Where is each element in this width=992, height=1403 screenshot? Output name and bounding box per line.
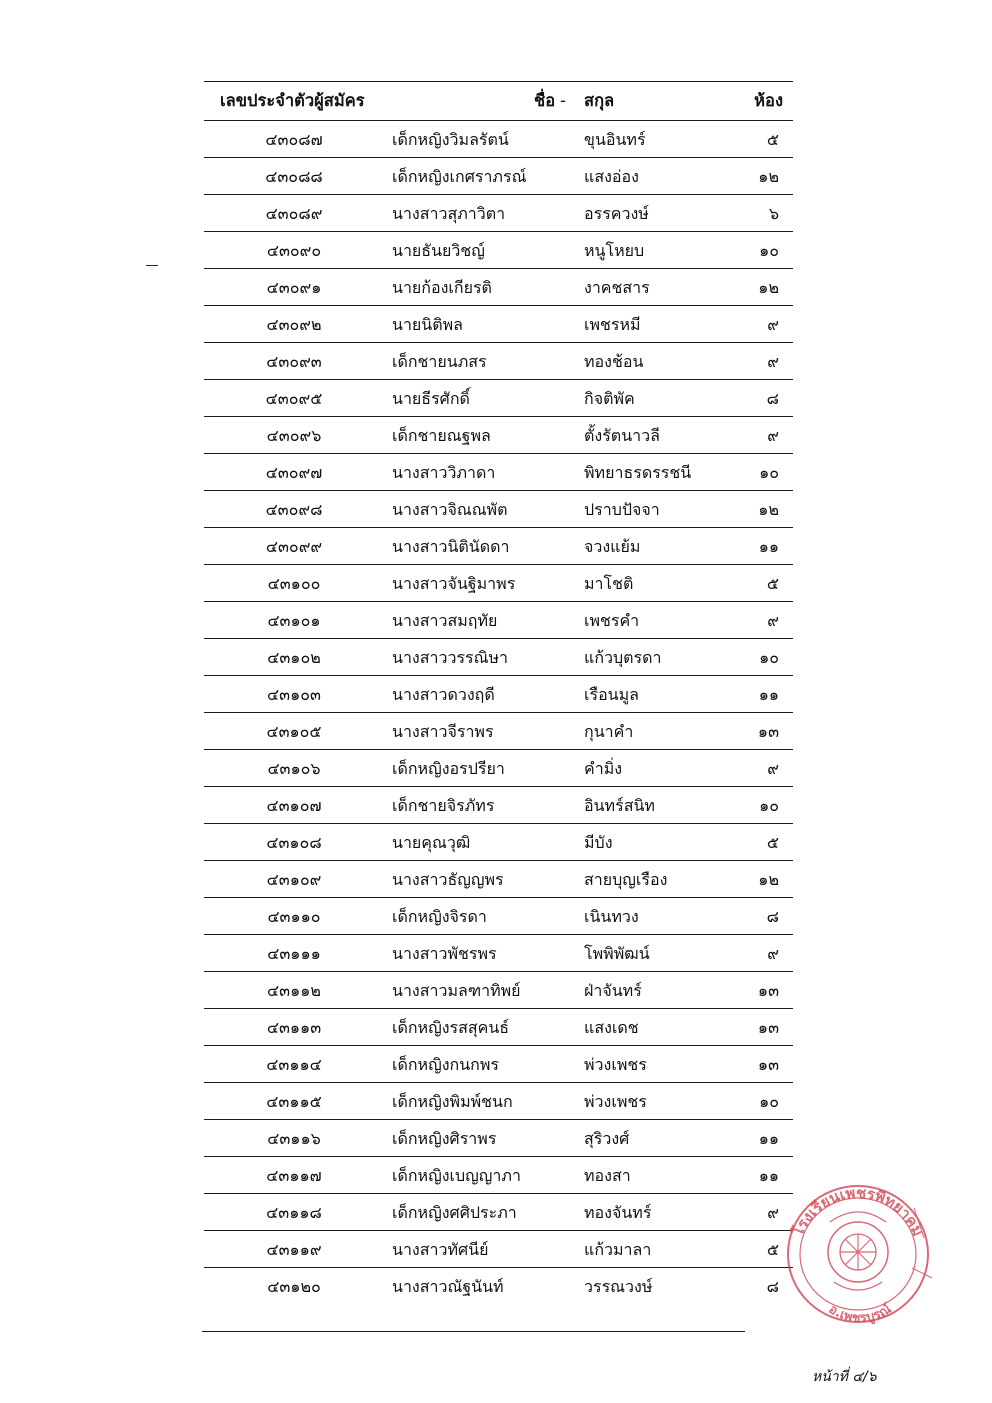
table-end-line [202, 1331, 745, 1332]
last-name: ทองสา [584, 1166, 631, 1185]
applicant-id: ๔๓๐๙๕ [265, 389, 323, 408]
table-row [204, 1193, 793, 1230]
svg-text:อ.เพชรบูรณ์ [826, 1301, 895, 1326]
room-number: ๑๓ [757, 981, 779, 1000]
room-number: ๑๐ [759, 1092, 779, 1111]
last-name: เพชรหมี [584, 315, 641, 334]
table-row [204, 1156, 793, 1193]
header-separator: - [560, 91, 566, 110]
room-number: ๑๒ [758, 167, 779, 186]
room-number: ๕ [766, 833, 779, 852]
header-room: ห้อง [754, 91, 783, 110]
room-number: ๙ [767, 352, 779, 371]
room-number: ๕ [766, 130, 779, 149]
applicant-id: ๔๓๐๘๗ [265, 130, 323, 149]
applicant-id: ๔๓๐๙๐ [266, 241, 322, 260]
applicant-id: ๔๓๑๑๘ [266, 1203, 322, 1222]
room-number: ๙ [767, 944, 779, 963]
applicant-table [204, 81, 793, 1304]
applicant-id: ๔๓๐๙๖ [266, 426, 322, 445]
first-name: นางสาวธัญญพร [392, 870, 504, 889]
applicant-id: ๔๓๑๑๖ [267, 1129, 321, 1148]
last-name: หนูโหยบ [584, 241, 645, 260]
first-name: เด็กหญิงวิมลรัตน์ [392, 130, 509, 149]
table-row [204, 1230, 793, 1267]
last-name: แสงเดช [584, 1018, 639, 1037]
table-row [204, 342, 793, 379]
room-number: ๑๑ [758, 685, 779, 704]
first-name: นางสาวจันฐิมาพร [392, 574, 516, 593]
table-row [204, 120, 793, 157]
applicant-id: ๔๓๑๑๓ [266, 1018, 322, 1037]
table-row [204, 860, 793, 897]
first-name: นางสาวนิตินัดดา [392, 537, 510, 556]
page-number: หน้าที่ ๔/๖ [812, 1369, 877, 1385]
first-name: เด็กชายนภสร [392, 352, 487, 371]
first-name: นางสาวสุภาวิตา [392, 204, 506, 223]
seal-bottom-text: อ.เพชรบูรณ์ [825, 1301, 895, 1326]
table-row [204, 712, 793, 749]
last-name: เพชรคำ [584, 611, 640, 630]
first-name: นางสาวณัฐนันท์ [392, 1277, 504, 1296]
table-row [204, 1082, 793, 1119]
seal-top-text: โรงเรียนเพชรพิทยาคม [788, 1183, 928, 1239]
table-row [204, 749, 793, 786]
table-row [204, 268, 793, 305]
first-name: เด็กหญิงเบญญาภา [392, 1166, 521, 1185]
first-name: เด็กชายณฐพล [392, 426, 491, 445]
table-row [204, 786, 793, 823]
room-number: ๘ [766, 1277, 779, 1296]
applicant-id: ๔๓๐๘๙ [265, 204, 323, 223]
first-name: นางสาววิภาดา [392, 463, 496, 482]
applicant-id: ๔๓๑๑๙ [266, 1240, 322, 1259]
header-last-name: สกุล [584, 91, 615, 110]
room-number: ๑๓ [757, 1018, 779, 1037]
first-name: นางสาวสมฤทัย [392, 611, 498, 630]
table-row [204, 823, 793, 860]
first-name: เด็กชายจิรภัทร [392, 796, 495, 815]
applicant-id: ๔๓๐๘๘ [265, 167, 323, 186]
applicant-id: ๔๓๑๒๐ [267, 1277, 321, 1296]
last-name: โพพิพัฒน์ [584, 944, 650, 963]
first-name: นายคุณวุฒิ [392, 833, 471, 852]
applicant-id: ๔๓๑๐๒ [267, 648, 321, 667]
table-row [204, 1119, 793, 1156]
applicant-id: ๔๓๑๐๐ [267, 574, 321, 593]
applicant-id: ๔๓๑๑๕ [266, 1092, 322, 1111]
first-name: เด็กหญิงศิราพร [392, 1129, 497, 1148]
margin-mark [146, 265, 158, 266]
first-name: นายนิติพล [392, 315, 463, 334]
table-row [204, 934, 793, 971]
last-name: ตั้งรัตนาวลี [584, 426, 660, 445]
table-row [204, 453, 793, 490]
last-name: พ่วงเพชร [584, 1055, 647, 1074]
last-name: แก้วมาลา [584, 1240, 652, 1259]
applicant-id: ๔๓๑๑๑ [267, 944, 321, 963]
room-number: ๑๐ [759, 241, 779, 260]
table-row [204, 194, 793, 231]
first-name: นางสาวพัชรพร [392, 944, 497, 963]
table-row [204, 157, 793, 194]
first-name: เด็กหญิงกนกพร [392, 1055, 499, 1074]
applicant-id: ๔๓๐๙๘ [265, 500, 323, 519]
table-row [204, 675, 793, 712]
first-name: เด็กหญิงศศิประภา [392, 1203, 517, 1222]
first-name: เด็กหญิงจิรดา [392, 907, 487, 926]
header-applicant-id: เลขประจำตัวผู้สมัคร [220, 91, 365, 110]
applicant-id: ๔๓๐๙๓ [266, 352, 322, 371]
room-number: ๕ [766, 574, 779, 593]
first-name: นางสาวจีราพร [392, 722, 494, 741]
last-name: ขุนอินทร์ [584, 130, 646, 149]
first-name: นางสาวจิณณพัต [392, 500, 508, 519]
room-number: ๙ [767, 1203, 779, 1222]
last-name: มาโชติ [584, 574, 634, 593]
table-row [204, 1045, 793, 1082]
applicant-id: ๔๓๑๑๐ [267, 907, 321, 926]
room-number: ๑๐ [759, 796, 779, 815]
first-name: นายธีรศักดิ์ [392, 389, 470, 408]
last-name: อรรควงษ์ [584, 204, 649, 223]
room-number: ๙ [767, 611, 779, 630]
applicant-id: ๔๓๑๐๘ [266, 833, 322, 852]
table-row [204, 638, 793, 675]
room-number: ๑๒ [758, 500, 779, 519]
first-name: เด็กหญิงเกศราภรณ์ [392, 167, 527, 186]
header-first-name: ชื่อ [534, 91, 556, 110]
room-number: ๙ [767, 315, 779, 334]
school-seal-stamp [784, 1178, 940, 1326]
first-name: นางสาววรรณิษา [392, 648, 509, 667]
table-header-row [204, 81, 793, 120]
room-number: ๖ [768, 204, 779, 223]
last-name: ทองจันทร์ [584, 1203, 652, 1222]
room-number: ๑๒ [758, 870, 779, 889]
table-body [204, 120, 793, 1304]
first-name: เด็กหญิงอรปรียา [392, 759, 505, 778]
table-row [204, 1008, 793, 1045]
last-name: อินทร์สนิท [584, 796, 655, 815]
last-name: ปราบปัจจา [584, 500, 660, 519]
first-name: นางสาวมลฑาทิพย์ [392, 981, 521, 1000]
applicant-id: ๔๓๑๐๕ [266, 722, 322, 741]
room-number: ๑๑ [758, 1129, 779, 1148]
applicant-id: ๔๓๑๑๒ [267, 981, 321, 1000]
applicant-id: ๔๓๑๐๖ [267, 759, 321, 778]
room-number: ๑๐ [759, 463, 779, 482]
room-number: ๙ [767, 426, 779, 445]
room-number: ๑๐ [759, 648, 779, 667]
last-name: แสงอ่อง [584, 167, 639, 186]
last-name: พ่วงเพชร [584, 1092, 647, 1111]
room-number: ๑๓ [757, 1055, 779, 1074]
room-number: ๙ [767, 759, 779, 778]
table-row [204, 1267, 793, 1304]
first-name: เด็กหญิงพิมพ์ชนก [392, 1092, 513, 1111]
applicant-id: ๔๓๑๑๗ [266, 1166, 322, 1185]
last-name: คำมิ่ง [584, 759, 623, 778]
table-row [204, 231, 793, 268]
table-row [204, 564, 793, 601]
applicant-id: ๔๓๐๙๒ [266, 315, 322, 334]
table-row [204, 527, 793, 564]
applicant-id: ๔๓๑๐๙ [266, 870, 322, 889]
applicant-id: ๔๓๐๙๗ [265, 463, 323, 482]
room-number: ๘ [766, 389, 779, 408]
room-number: ๕ [766, 1240, 779, 1259]
last-name: สุริวงศ์ [584, 1129, 630, 1148]
first-name: นางสาวทัศนีย์ [392, 1240, 489, 1259]
table-row [204, 416, 793, 453]
last-name: งาคชสาร [584, 278, 650, 297]
last-name: ทองช้อน [584, 352, 644, 371]
first-name: เด็กหญิงรสสุคนธ์ [392, 1018, 510, 1037]
last-name: วรรณวงษ์ [584, 1277, 653, 1296]
room-number: ๑๓ [757, 722, 779, 741]
first-name: นายก้องเกียรติ [392, 278, 492, 297]
applicant-id: ๔๓๑๐๓ [267, 685, 321, 704]
last-name: เนินทวง [584, 907, 639, 926]
last-name: พิทยาธรดรรชนี [584, 463, 692, 482]
last-name: กิจติพัค [584, 389, 635, 408]
first-name: นายธันยวิชญ์ [392, 241, 485, 260]
room-number: ๑๑ [758, 1166, 779, 1185]
last-name: มีบัง [584, 833, 613, 852]
last-name: แก้วบุตรดา [584, 648, 662, 667]
seal-graphic [784, 1178, 940, 1326]
applicant-id: ๔๓๐๙๙ [265, 537, 323, 556]
last-name: ฝ่าจันทร์ [584, 981, 642, 1000]
room-number: ๑๑ [758, 537, 779, 556]
table-row [204, 305, 793, 342]
last-name: จวงแย้ม [584, 537, 641, 556]
applicant-id: ๔๓๑๐๗ [266, 796, 322, 815]
first-name: นางสาวดวงฤดี [392, 685, 495, 704]
last-name: กุนาคำ [584, 722, 634, 741]
last-name: เรือนมูล [584, 685, 639, 704]
room-number: ๘ [766, 907, 779, 926]
table-row [204, 601, 793, 638]
table-row [204, 490, 793, 527]
applicant-id: ๔๓๑๑๔ [266, 1055, 322, 1074]
applicant-id: ๔๓๑๐๑ [267, 611, 321, 630]
room-number: ๑๒ [758, 278, 779, 297]
last-name: สายบุญเรือง [584, 870, 668, 889]
table-row [204, 379, 793, 416]
table-row [204, 897, 793, 934]
table-row [204, 971, 793, 1008]
applicant-id: ๔๓๐๙๑ [266, 278, 322, 297]
